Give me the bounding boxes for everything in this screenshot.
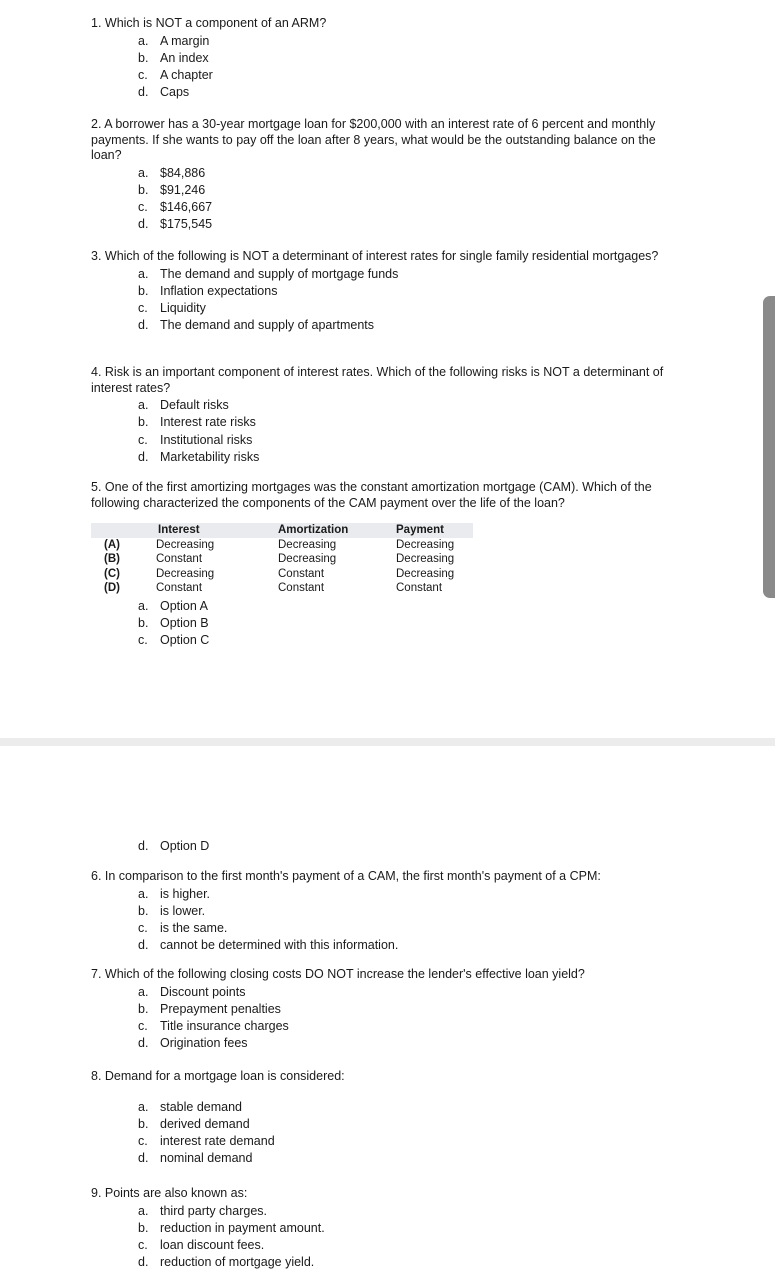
option-c[interactable]: c. Liquidity (138, 300, 206, 315)
option-c[interactable]: c. interest rate demand (138, 1133, 275, 1148)
scrollbar-thumb[interactable] (763, 296, 775, 598)
options-list (138, 397, 671, 466)
option-b[interactable]: b. is lower. (138, 903, 206, 918)
option-a[interactable]: a. stable demand (138, 1099, 243, 1114)
question-1 (91, 16, 671, 101)
option-a[interactable]: a. third party charges. (138, 1203, 267, 1218)
option-b[interactable]: b. derived demand (138, 1116, 250, 1131)
option-c[interactable]: c. Institutional risks (138, 432, 253, 447)
page-break (0, 738, 775, 746)
option-d[interactable]: d. Origination fees (138, 1036, 248, 1051)
question-text: 2. A borrower has a 30-year mortgage loan for $200,000 with an interest rate of 6 percent and monthly payments. If she wants to pay off the loan after 8 years, what would be the outstanding balance on the loan? (91, 117, 656, 163)
question-5 (91, 480, 671, 511)
question-4 (91, 365, 671, 466)
header-payment: Payment (396, 523, 473, 538)
option-d[interactable]: d. nominal demand (138, 1151, 253, 1166)
option-a[interactable]: a. Discount points (138, 984, 246, 999)
option-b[interactable]: b. Interest rate risks (138, 415, 256, 430)
option-c[interactable]: c. Title insurance charges (138, 1018, 289, 1033)
table-row: (D) Constant Constant Constant (104, 581, 443, 594)
question-text: 9. Points are also known as: (91, 1186, 248, 1200)
option-d[interactable]: d. Marketability risks (138, 449, 260, 464)
option-a[interactable]: a. Default risks (138, 398, 229, 413)
question-3 (91, 249, 671, 334)
question-text: 8. Demand for a mortgage loan is considered: (91, 1069, 345, 1083)
option-b[interactable]: b. Prepayment penalties (138, 1001, 281, 1016)
options-list (138, 1203, 671, 1272)
options-list (138, 984, 691, 1053)
question-text: 4. Risk is an important component of interest rates. Which of the following risks is NOT a determinant of interest rates? (91, 365, 664, 395)
table-header-row (91, 523, 473, 538)
option-a[interactable]: a. $84,886 (138, 165, 206, 180)
header-amortization: Amortization (278, 523, 396, 538)
question-text: 7. Which of the following closing costs DO NOT increase the lender's effective loan yield? (91, 967, 585, 981)
option-c[interactable]: c. is the same. (138, 920, 228, 935)
options-list (138, 33, 671, 102)
question-2 (91, 117, 661, 234)
option-b[interactable]: b. An index (138, 50, 209, 65)
option-d[interactable]: d. Caps (138, 85, 190, 100)
option-c[interactable]: c. A chapter (138, 67, 213, 82)
question-7 (91, 967, 691, 1052)
question-8 (91, 1069, 671, 1167)
cam-components-table (91, 523, 473, 595)
option-b[interactable]: b. Inflation expectations (138, 283, 278, 298)
option-c[interactable]: c. $146,667 (138, 200, 213, 215)
table-row: (A) Decreasing Decreasing Decreasing (104, 539, 455, 552)
question-9 (91, 1186, 671, 1271)
table-row: (B) Constant Decreasing Decreasing (104, 553, 455, 566)
option-d[interactable]: d. The demand and supply of apartments (138, 318, 375, 333)
question-text: 6. In comparison to the first month's payment of a CAM, the first month's payment of a CPM: (91, 869, 601, 883)
option-b[interactable]: b. reduction in payment amount. (138, 1220, 325, 1235)
option-a[interactable]: a. A margin (138, 33, 210, 48)
option-c[interactable]: c. loan discount fees. (138, 1237, 265, 1252)
options-list (138, 165, 661, 234)
option-d[interactable]: d. reduction of mortgage yield. (138, 1255, 315, 1270)
question-text: 1. Which is NOT a component of an ARM? (91, 16, 327, 30)
header-interest: Interest (156, 523, 278, 538)
option-b[interactable]: b. $91,246 (138, 182, 206, 197)
question-6 (91, 869, 671, 954)
option-d[interactable]: d. $175,545 (138, 217, 213, 232)
question-text: 3. Which of the following is NOT a determinant of interest rates for single family residential mortgages? (91, 249, 659, 263)
options-list (138, 1099, 671, 1168)
options-list (138, 266, 671, 335)
options-list (138, 886, 671, 955)
question-text: 5. One of the first amortizing mortgages was the constant amortization mortgage (CAM). Which of the following characterized the components of the CAM payment over the life of the loan? (91, 480, 652, 510)
option-a[interactable]: a. The demand and supply of mortgage funds (138, 266, 399, 281)
option-d[interactable]: d. cannot be determined with this information. (138, 938, 399, 953)
table-row: (C) Decreasing Constant Decreasing (104, 567, 455, 580)
option-a[interactable]: a. is higher. (138, 886, 211, 901)
